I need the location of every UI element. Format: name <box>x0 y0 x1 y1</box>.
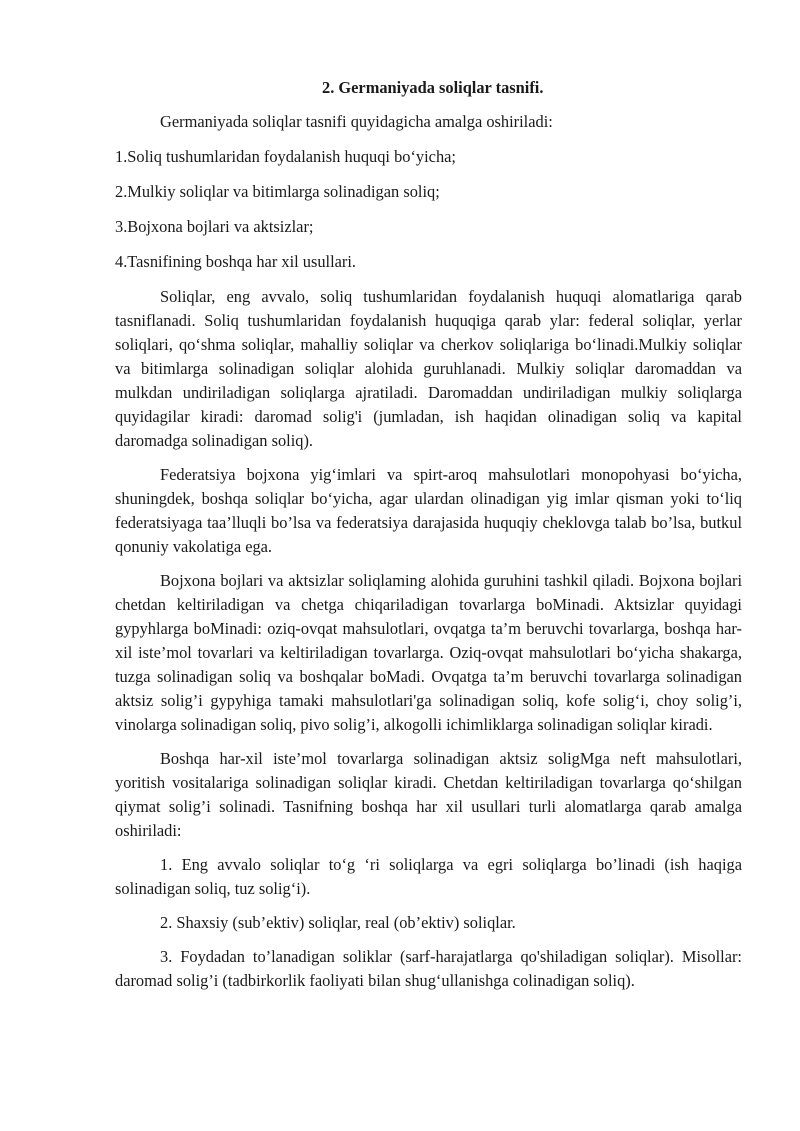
document-page <box>115 76 742 1003</box>
body-paragraph: 2. Shaxsiy (sub’ektiv) soliqlar, real (ob’ektiv) soliqlar. <box>160 913 516 932</box>
list-item: 1.Soliq tushumlaridan foydalanish huquqi bo‘yicha; <box>115 147 456 166</box>
list-item: 3.Bojxona bojlari va aktsizlar; <box>115 217 314 236</box>
body-paragraph: 3. Foydadan to’lanadigan soliklar (sarf-harajatlarga qo'shiladigan soliqlar). Misollar: daromad solig’i (tadbirkorlik faoliyati bilan shug‘ullanishga colinadigan soliq). <box>115 947 742 990</box>
body-paragraph: Bojxona bojlari va aktsizlar soliqlaming alohida guruhini tashkil qiladi. Bojxona bojlari chetdan keltiriladigan va chetga chiqariladigan tovarlarga boMinadi. Aktsizlar quyidagi gypyhlarga boMinadi: oziq-ovqat mahsulotlari, ovqatga ta’m beruvchi tovarlarga, boshqa har-xil iste’mol tovarlari va keltiriladigan tovarlarga. Oziq-ovqat mahsulotlari bo‘yicha shakarga, tuzga solinadigan soliq va boshqalar boMadi. Ovqatga ta’m beruvchi tovarlarga solinadigan aktsiz solig’i gypyhiga tamaki mahsulotlari'ga solinadigan soliq, kofe solig‘i, choy solig’i, vinolarga solinadigan soliq, pivo solig’i, alkogolli ichimliklarga solinadigan soliqlar kiradi. <box>115 571 742 734</box>
body-paragraph: Federatsiya bojxona yig‘imlari va spirt-aroq mahsulotlari monopohyasi bo‘yicha, shuningdek, boshqa soliqlar bo‘yicha, agar ulardan olinadigan yig imlar qisman yoki to‘liq federatsiyaga taa’lluqli bo’lsa va federatsiya darajasida huquqiy cheklovga talab bo’lsa, butkul qonuniy vakolatiga ega. <box>115 465 742 556</box>
section-heading: 2. Germaniyada soliqlar tasnifi. <box>322 78 544 97</box>
list-item: 2.Mulkiy soliqlar va bitimlarga solinadigan soliq; <box>115 182 440 201</box>
intro-paragraph: Germaniyada soliqlar tasnifi quyidagicha amalga oshiriladi: <box>160 112 553 131</box>
body-paragraph: Soliqlar, eng avvalo, soliq tushumlaridan foydalanish huquqi alomatlariga qarab tasniflanadi. Soliq tushumlaridan foydalanish huquqiga qarab ylar: federal soliqlar, yerlar soliqlari, qo‘shma soliqlar, mahalliy soliqlar va cherkov soliqlariga bo‘linadi.Mulkiy soliqlar va bitimlarga solinadigan soliqlar alohida guruhlanadi. Mulkiy soliqlar daromaddan va mulkdan undiriladigan soliqlarga ajratiladi. Daromaddan undiriladigan mulkiy soliqlarga quyidagilar kiradi: daromad solig'i (jumladan, ish haqidan olinadigan soliq va kapital daromadga solinadigan soliq). <box>115 287 742 450</box>
body-paragraph: Boshqa har-xil iste’mol tovarlarga solinadigan aktsiz soligMga neft mahsulotlari, yoritish vositalariga solinadigan soliqlar kiradi. Chetdan keltiriladigan tovarlarga qo‘shilgan qiymat solig’i solinadi. Tasnifning boshqa har xil usullari turli alomatlarga qarab amalga oshiriladi: <box>115 749 742 840</box>
list-item: 4.Tasnifining boshqa har xil usullari. <box>115 252 357 271</box>
body-paragraph: 1. Eng avvalo soliqlar to‘g ‘ri soliqlarga va egri soliqlarga bo’linadi (ish haqiga solinadigan soliq, tuz solig‘i). <box>115 855 742 898</box>
